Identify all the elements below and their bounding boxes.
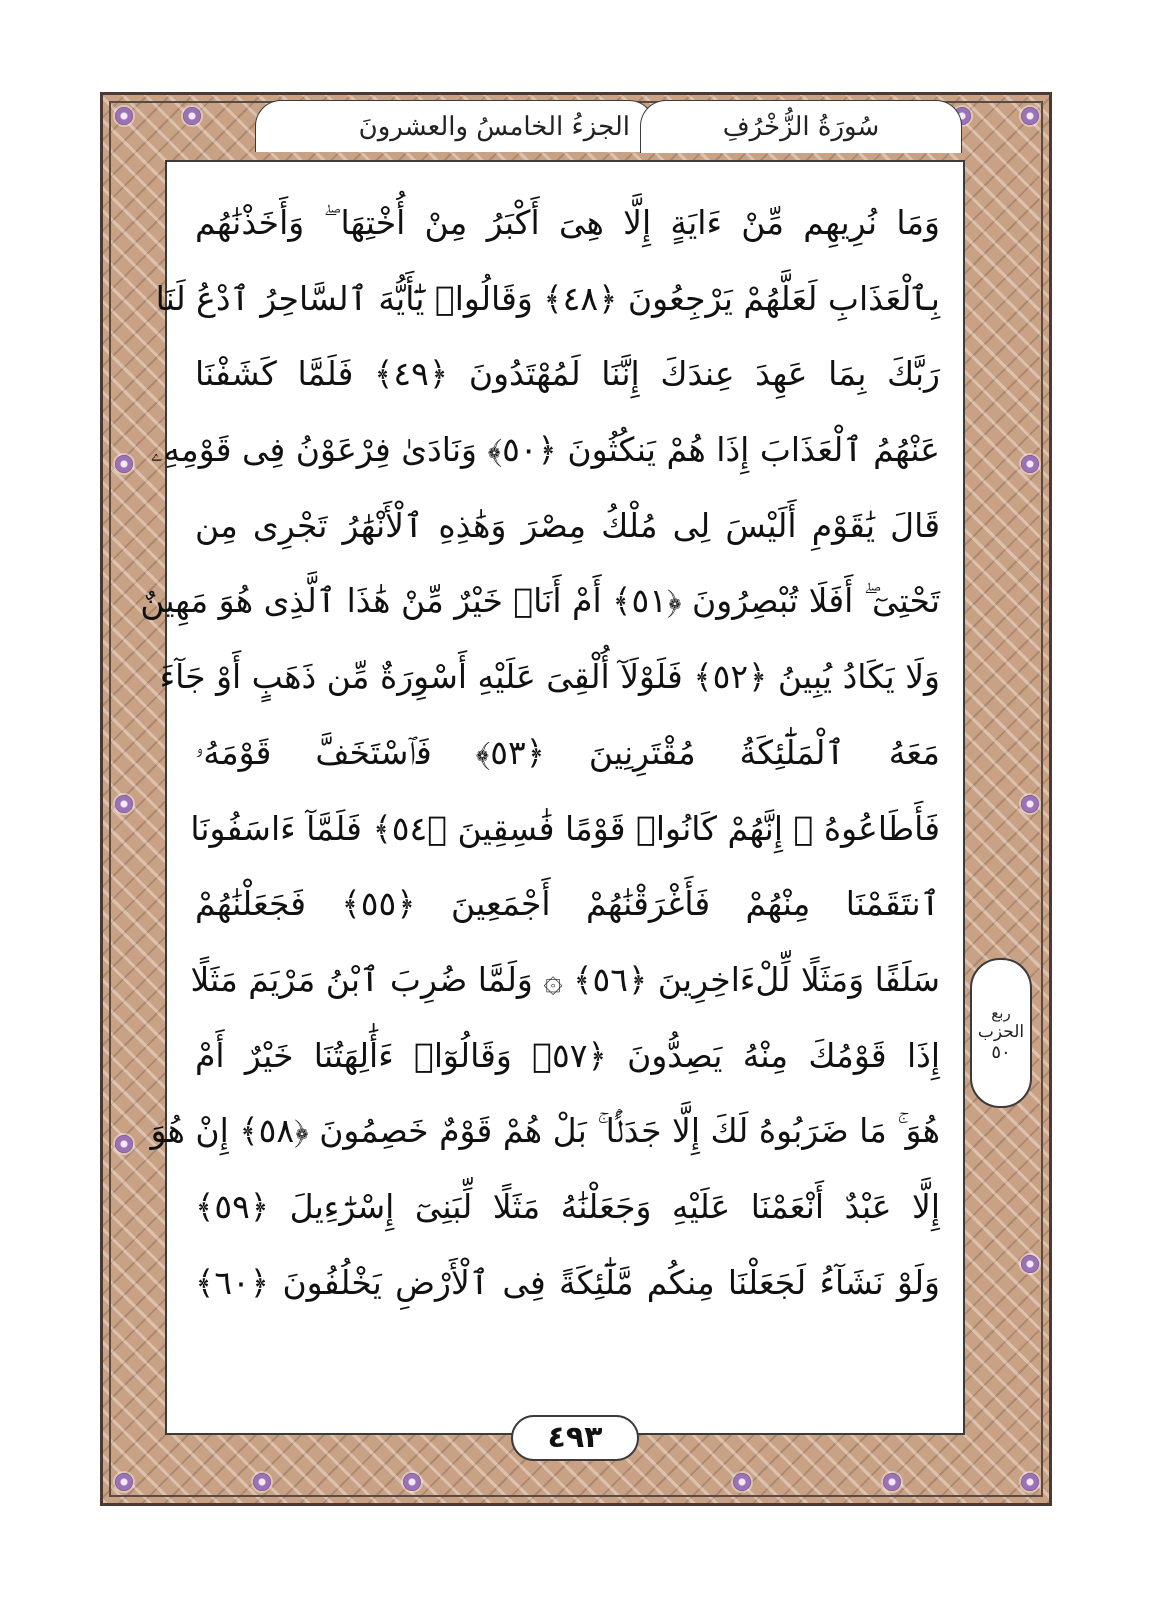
text-line: وَمَا نُرِيهِم مِّنْ ءَايَةٍ إِلَّا هِىَ أَكْبَرُ مِنْ أُخْتِهَا ۖ وَأَخَذْنَٰهُم — [195, 203, 940, 242]
text-line: ٱنتَقَمْنَا مِنْهُمْ فَأَغْرَقْنَٰهُمْ أَجْمَعِينَ ﴿٥٥﴾ فَجَعَلْنَٰهُمْ — [195, 884, 940, 924]
flower-ornament-icon — [115, 1473, 133, 1491]
flower-ornament-icon — [115, 795, 133, 813]
flower-ornament-icon — [883, 1473, 901, 1491]
text-line: إِذَا قَوْمُكَ مِنْهُ يَصِدُّونَ ﴿٥٧﴾ وَقَالُوٓا۟ ءَأَٰلِهَتُنَا خَيْرٌ أَمْ — [195, 1035, 940, 1075]
text-line: وَلَا يَكَادُ يُبِينُ ﴿٥٢﴾ فَلَوْلَآ أُلْقِىَ عَلَيْهِ أَسْوِرَةٌ مِّن ذَهَبٍ أَوْ جَآءَ — [159, 657, 940, 697]
text-line: هُوَ ۚ مَا ضَرَبُوهُ لَكَ إِلَّا جَدَلًۢا ۚ بَلْ هُمْ قَوْمٌ خَصِمُونَ ﴿٥٨﴾ إِنْ هُوَ — [150, 1111, 940, 1151]
page-number: ٤٩٣ — [511, 1415, 639, 1461]
flower-ornament-icon — [1021, 455, 1039, 473]
flower-ornament-icon — [115, 1135, 133, 1153]
flower-ornament-icon — [115, 107, 133, 125]
text-line: تَحْتِىٓ ۖ أَفَلَا تُبْصِرُونَ ﴿٥١﴾ أَمْ أَنَا۠ خَيْرٌ مِّنْ هَٰذَا ٱلَّذِى هُوَ مَهِينٌ — [140, 581, 940, 621]
flower-ornament-icon — [1021, 107, 1039, 125]
surah-title: سُورَةُ الزُّخْرُفِ — [640, 100, 962, 153]
text-line: مَعَهُ ٱلْمَلَٰٓئِكَةُ مُقْتَرِنِينَ ﴿٥٣﴾ فَٱسْتَخَفَّ قَوْمَهُۥ — [195, 732, 940, 772]
hizb-quarter-marker — [970, 958, 1032, 1108]
flower-ornament-icon — [1021, 795, 1039, 813]
marker-rub: ربع — [991, 1003, 1011, 1022]
flower-ornament-icon — [253, 1473, 271, 1491]
flower-ornament-icon — [183, 107, 201, 125]
text-line: رَبَّكَ بِمَا عَهِدَ عِندَكَ إِنَّنَا لَمُهْتَدُونَ ﴿٤٩﴾ فَلَمَّا كَشَفْنَا — [195, 354, 940, 394]
text-line: عَنْهُمُ ٱلْعَذَابَ إِذَا هُمْ يَنكُثُونَ ﴿٥٠﴾ وَنَادَىٰ فِرْعَوْنُ فِى قَوْمِهِۦ — [150, 430, 940, 470]
flower-ornament-icon — [1021, 1473, 1039, 1491]
flower-ornament-icon — [1021, 1255, 1039, 1273]
text-line: قَالَ يَٰقَوْمِ أَلَيْسَ لِى مُلْكُ مِصْرَ وَهَٰذِهِ ٱلْأَنْهَٰرُ تَجْرِى مِن — [195, 505, 940, 545]
text-line: بِٱلْعَذَابِ لَعَلَّهُمْ يَرْجِعُونَ ﴿٤٨﴾ وَقَالُوا۟ يَٰٓأَيُّهَ ٱلسَّاحِرُ ٱدْعُ لَنَا — [155, 278, 940, 318]
text-line: سَلَفًا وَمَثَلًا لِّلْءَاخِرِينَ ﴿٥٦﴾ ۞ وَلَمَّا ضُرِبَ ٱبْنُ مَرْيَمَ مَثَلًا — [190, 959, 940, 999]
flower-ornament-icon — [733, 1473, 751, 1491]
verse-text — [140, 185, 940, 1320]
text-line: فَأَطَاعُوهُ ۚ إِنَّهُمْ كَانُوا۟ قَوْمًا فَٰسِقِينَ ﴿٥٤﴾ فَلَمَّآ ءَاسَفُونَا — [190, 808, 940, 848]
juz-title: الجزءُ الخامسُ والعشرونَ — [255, 100, 655, 152]
text-line: وَلَوْ نَشَآءُ لَجَعَلْنَا مِنكُم مَّلَٰٓئِكَةً فِى ٱلْأَرْضِ يَخْلُفُونَ ﴿٦٠﴾ — [195, 1262, 940, 1302]
marker-number: ٥٠ — [991, 1041, 1011, 1063]
flower-ornament-icon — [115, 455, 133, 473]
text-line: إِلَّا عَبْدٌ أَنْعَمْنَا عَلَيْهِ وَجَعَلْنَٰهُ مَثَلًا لِّبَنِىٓ إِسْرَٰٓءِيلَ ﴿٥٩﴾ — [195, 1186, 940, 1226]
flower-ornament-icon — [403, 1473, 421, 1491]
marker-hizb: الحزب — [977, 1021, 1025, 1042]
